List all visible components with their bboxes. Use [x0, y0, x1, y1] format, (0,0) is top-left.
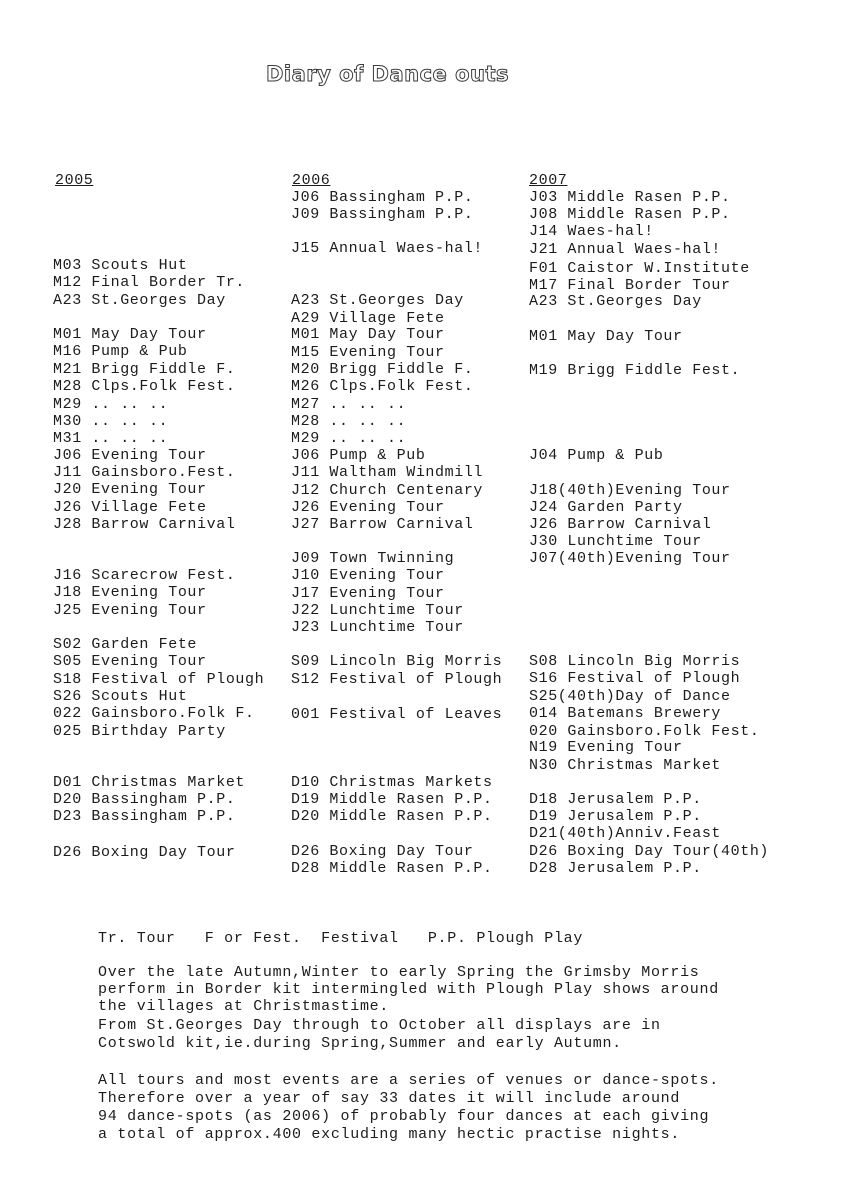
diary-entry: F01 Caistor W.Institute — [529, 260, 750, 277]
diary-entry: S09 Lincoln Big Morris — [291, 653, 503, 670]
diary-entry: J23 Lunchtime Tour — [291, 619, 464, 636]
diary-entry: A23 St.Georges Day — [529, 293, 702, 310]
diary-entry: 022 Gainsboro.Folk F. — [53, 705, 255, 722]
diary-entry: J09 Bassingham P.P. — [291, 206, 474, 223]
diary-entry: D26 Boxing Day Tour — [53, 844, 236, 861]
diary-entry: M01 May Day Tour — [529, 328, 683, 345]
diary-entry: J03 Middle Rasen P.P. — [529, 189, 731, 206]
diary-entry: N19 Evening Tour — [529, 739, 683, 756]
diary-entry: J11 Gainsboro.Fest. — [53, 464, 236, 481]
diary-entry: 001 Festival of Leaves — [291, 706, 503, 723]
diary-entry: D26 Boxing Day Tour — [291, 843, 474, 860]
year-heading-2006: 2006 — [292, 172, 331, 189]
diary-entry: J04 Pump & Pub — [529, 447, 664, 464]
diary-entry: M31 .. .. .. — [53, 430, 169, 447]
diary-entry: M29 .. .. .. — [291, 430, 407, 447]
diary-entry: A29 Village Fete — [291, 310, 445, 327]
diary-entry: J11 Waltham Windmill — [291, 464, 484, 481]
diary-entry: D19 Middle Rasen P.P. — [291, 791, 493, 808]
diary-entry: D28 Middle Rasen P.P. — [291, 860, 493, 877]
diary-entry: D01 Christmas Market — [53, 774, 246, 791]
diary-entry: J26 Village Fete — [53, 499, 207, 516]
diary-entry: M19 Brigg Fiddle Fest. — [529, 362, 741, 379]
diary-entry: D21(40th)Anniv.Feast — [529, 825, 722, 842]
year-heading-2005: 2005 — [55, 172, 94, 189]
paragraph-line: perform in Border kit intermingled with Plough Play shows around — [98, 981, 719, 998]
diary-entry: D20 Bassingham P.P. — [53, 791, 236, 808]
diary-entry: S25(40th)Day of Dance — [529, 688, 731, 705]
page-title: Diary of Dance outs — [266, 62, 510, 86]
diary-entry: J08 Middle Rasen P.P. — [529, 206, 731, 223]
diary-entry: D18 Jerusalem P.P. — [529, 791, 702, 808]
diary-entry: J21 Annual Waes-hal! — [529, 241, 722, 258]
diary-entry: J06 Bassingham P.P. — [291, 189, 474, 206]
paragraph-line: 94 dance-spots (as 2006) of probably four dances at each giving — [98, 1108, 710, 1125]
paragraph-line: From St.Georges Day through to October all displays are in — [98, 1017, 661, 1034]
diary-entry: N30 Christmas Market — [529, 757, 722, 774]
diary-entry: D23 Bassingham P.P. — [53, 808, 236, 825]
diary-entry: M20 Brigg Fiddle F. — [291, 361, 474, 378]
paragraph-line: the villages at Christmastime. — [98, 998, 390, 1015]
diary-entry: S08 Lincoln Big Morris — [529, 653, 741, 670]
diary-entry: M03 Scouts Hut — [53, 257, 188, 274]
diary-entry: J09 Town Twinning — [291, 550, 455, 567]
diary-entry: M29 .. .. .. — [53, 396, 169, 413]
diary-entry: J18(40th)Evening Tour — [529, 482, 731, 499]
diary-entry: S26 Scouts Hut — [53, 688, 188, 705]
diary-entry: J15 Annual Waes-hal! — [291, 240, 484, 257]
diary-entry: J06 Pump & Pub — [291, 447, 426, 464]
diary-entry: J16 Scarecrow Fest. — [53, 567, 236, 584]
diary-entry: J26 Evening Tour — [291, 499, 445, 516]
diary-entry: S05 Evening Tour — [53, 653, 207, 670]
paragraph-line: Cotswold kit,ie.during Spring,Summer and early Autumn. — [98, 1035, 622, 1052]
diary-entry: M28 Clps.Folk Fest. — [53, 378, 236, 395]
diary-entry: J26 Barrow Carnival — [529, 516, 712, 533]
paragraph-line: Therefore over a year of say 33 dates it will include around — [98, 1090, 681, 1107]
paragraph-line: a total of approx.400 excluding many hectic practise nights. — [98, 1126, 681, 1143]
diary-entry: S12 Festival of Plough — [291, 671, 503, 688]
diary-entry: M12 Final Border Tr. — [53, 274, 246, 291]
diary-entry: A23 St.Georges Day — [291, 292, 464, 309]
diary-entry: M21 Brigg Fiddle F. — [53, 361, 236, 378]
diary-entry: D20 Middle Rasen P.P. — [291, 808, 493, 825]
year-heading-2007: 2007 — [529, 172, 568, 189]
diary-entry: M28 .. .. .. — [291, 413, 407, 430]
diary-entry: M30 .. .. .. — [53, 413, 169, 430]
diary-entry: J12 Church Centenary — [291, 482, 484, 499]
diary-entry: M15 Evening Tour — [291, 344, 445, 361]
diary-entry: J27 Barrow Carnival — [291, 516, 474, 533]
paragraph-line: All tours and most events are a series of venues or dance-spots. — [98, 1072, 719, 1089]
diary-entry: J25 Evening Tour — [53, 602, 207, 619]
diary-entry: M01 May Day Tour — [53, 326, 207, 343]
diary-entry: M26 Clps.Folk Fest. — [291, 378, 474, 395]
diary-entry: D10 Christmas Markets — [291, 774, 493, 791]
diary-entry: J20 Evening Tour — [53, 481, 207, 498]
diary-entry: J17 Evening Tour — [291, 585, 445, 602]
diary-entry: 014 Batemans Brewery — [529, 705, 722, 722]
diary-entry: J07(40th)Evening Tour — [529, 550, 731, 567]
diary-entry: D19 Jerusalem P.P. — [529, 808, 702, 825]
diary-entry: M01 May Day Tour — [291, 326, 445, 343]
diary-entry: 020 Gainsboro.Folk Fest. — [529, 723, 760, 740]
diary-entry: S18 Festival of Plough — [53, 671, 265, 688]
diary-entry: M16 Pump & Pub — [53, 343, 188, 360]
diary-entry: A23 St.Georges Day — [53, 292, 226, 309]
diary-entry: S02 Garden Fete — [53, 636, 198, 653]
diary-entry: S16 Festival of Plough — [529, 670, 741, 687]
diary-entry: J22 Lunchtime Tour — [291, 602, 464, 619]
diary-entry: J10 Evening Tour — [291, 567, 445, 584]
diary-entry: J24 Garden Party — [529, 499, 683, 516]
diary-entry: J28 Barrow Carnival — [53, 516, 236, 533]
diary-entry: M17 Final Border Tour — [529, 277, 731, 294]
diary-entry: 025 Birthday Party — [53, 723, 226, 740]
diary-entry: J14 Waes-hal! — [529, 223, 654, 240]
diary-entry: J18 Evening Tour — [53, 584, 207, 601]
abbreviation-legend: Tr. Tour F or Fest. Festival P.P. Plough Play — [98, 930, 584, 947]
diary-entry: J06 Evening Tour — [53, 447, 207, 464]
diary-entry: D28 Jerusalem P.P. — [529, 860, 702, 877]
diary-entry: J30 Lunchtime Tour — [529, 533, 702, 550]
diary-entry: M27 .. .. .. — [291, 396, 407, 413]
diary-entry: D26 Boxing Day Tour(40th) — [529, 843, 770, 860]
paragraph-line: Over the late Autumn,Winter to early Spring the Grimsby Morris — [98, 964, 700, 981]
